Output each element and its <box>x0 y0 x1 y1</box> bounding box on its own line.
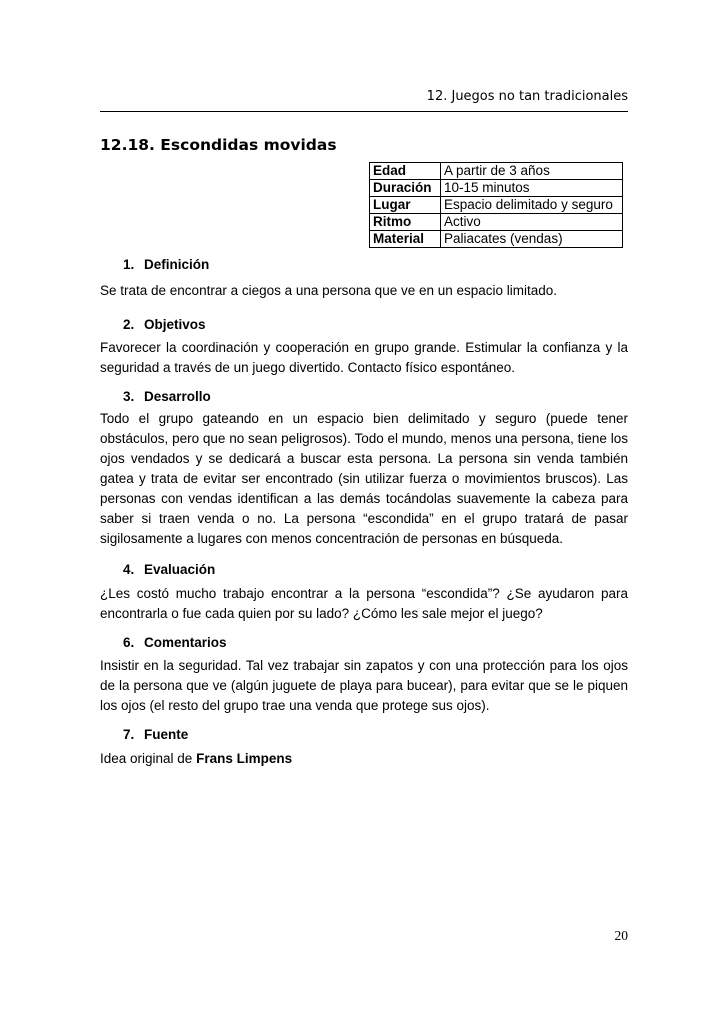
info-key: Edad <box>370 163 441 180</box>
info-row-edad <box>370 163 623 180</box>
source-author: Frans Limpens <box>196 751 293 766</box>
info-key: Duración <box>370 180 441 197</box>
section-number: 4. <box>123 562 135 577</box>
section-body-desarrollo: Todo el grupo gateando en un espacio bien delimitado y seguro (puede tener obstáculos, pero que no sean peligrosos). Todo el mundo, menos una persona, tiene los ojos vendados y se dedicará a buscar esta persona. La persona sin venda también gatea y trata de evitar ser encontrado (sin utilizar fuerza o movimientos bruscos). Las personas con vendas identifican a las demás tocándolas suavemente la cabeza para saber si traen venda o no. La persona “escondida” en el grupo tratará de pasar sigilosamente a lugares con menos concentración de personas en búsqueda. <box>100 411 628 546</box>
section-heading-definicion <box>123 256 209 274</box>
section-number: 2. <box>123 317 135 332</box>
info-key: Ritmo <box>370 214 441 231</box>
info-key: Material <box>370 231 441 248</box>
section-title: Desarrollo <box>144 389 211 404</box>
section-heading-comentarios <box>123 634 227 652</box>
section-number: 7. <box>123 727 135 742</box>
info-row-lugar <box>370 197 623 214</box>
page-number: 20 <box>614 928 628 943</box>
info-value: 10-15 minutos <box>441 180 623 197</box>
section-title: Evaluación <box>144 562 216 577</box>
section-body-fuente <box>100 749 628 769</box>
section-body-evaluacion: ¿Les costó mucho trabajo encontrar a la persona “escondida”? ¿Se ayudaron para encontrarla o fue cada quien por su lado? ¿Cómo les sale mejor el juego? <box>100 586 628 621</box>
section-title: Comentarios <box>144 635 227 650</box>
section-number: 3. <box>123 389 135 404</box>
header-rule <box>100 111 628 112</box>
info-value: Paliacates (vendas) <box>441 231 623 248</box>
info-value: Activo <box>441 214 623 231</box>
section-title: Definición <box>144 257 210 272</box>
info-row-duracion <box>370 180 623 197</box>
section-heading-objetivos <box>123 316 206 334</box>
section-heading-evaluacion <box>123 561 215 579</box>
section-heading-fuente <box>123 726 188 744</box>
page-title: 12.18. Escondidas movidas <box>100 136 337 154</box>
section-title: Objetivos <box>144 317 206 332</box>
game-info-table <box>369 162 623 248</box>
info-key: Lugar <box>370 197 441 214</box>
section-number: 6. <box>123 635 135 650</box>
section-number: 1. <box>123 257 135 272</box>
source-prefix: Idea original de <box>100 751 197 766</box>
section-heading-desarrollo <box>123 388 211 406</box>
running-header: 12. Juegos no tan tradicionales <box>426 89 628 104</box>
section-body-comentarios: Insistir en la seguridad. Tal vez trabajar sin zapatos y con una protección para los ojos de la persona que ve (algún juguete de playa para bucear), para evitar que se le piquen los ojos (el resto del grupo trae una venda que protege sus ojos). <box>100 658 628 713</box>
section-body-objetivos: Favorecer la coordinación y cooperación en grupo grande. Estimular la confianza y la seguridad a través de un juego divertido. Contacto físico espontáneo. <box>100 340 628 375</box>
info-value: A partir de 3 años <box>441 163 623 180</box>
section-body-definicion: Se trata de encontrar a ciegos a una persona que ve en un espacio limitado. <box>100 283 558 298</box>
info-row-ritmo <box>370 214 623 231</box>
info-row-material <box>370 231 623 248</box>
info-value: Espacio delimitado y seguro <box>441 197 623 214</box>
section-title: Fuente <box>144 727 189 742</box>
